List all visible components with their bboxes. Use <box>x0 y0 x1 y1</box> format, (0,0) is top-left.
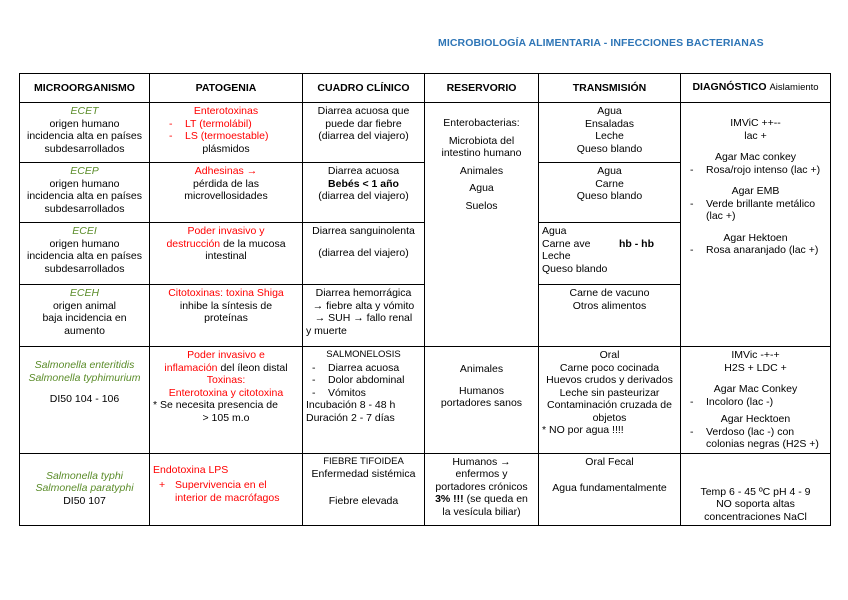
ecep-transmision: Agua Carne Queso blando <box>539 163 681 223</box>
header-cuadro: CUADRO CLÍNICO <box>303 74 425 103</box>
salmonella-diagnostico: IMVic -+-+ H2S + LDC + Agar Mac Conkey - Incoloro (lac -) Agar Hecktoen - Verdoso (lac -) con colonias negras (H2S +) <box>681 347 831 454</box>
ecei-cuadro: Diarrea sanguinolenta (diarrea del viajero) <box>303 223 425 285</box>
ecoli-reservorio: Enterobacterias: Microbiota del intestino humano Animales Agua Suelos <box>425 103 539 347</box>
row-salmonella <box>20 347 831 454</box>
ecoli-diagnostico: IMViC ++-- lac + Agar Mac conkey - Rosa/rojo intenso (lac +) Agar EMB - Verde brillante metálico (lac +) Agar Hektoen - Rosa anaranjado (lac +) <box>681 103 831 347</box>
typhi-diagnostico: Temp 6 - 45 ºC pH 4 - 9 NO soporta altas concentraciones NaCl <box>681 453 831 526</box>
salmonella-patogenia: Poder invasivo e inflamación del íleon distal Toxinas: Enterotoxina y citotoxina * Se necesita presencia de > 105 m.o <box>150 347 303 454</box>
typhi-organism: Salmonella typhi Salmonella paratyphi DI50 107 <box>20 453 150 526</box>
eceh-transmision: Carne de vacuno Otros alimentos <box>539 285 681 347</box>
salmonella-reservorio: Animales Humanos portadores sanos <box>425 347 539 454</box>
typhi-transmision: Oral Fecal Agua fundamentalmente <box>539 453 681 526</box>
ecep-cuadro: Diarrea acuosa Bebés < 1 año (diarrea del viajero) <box>303 163 425 223</box>
typhi-cuadro: FIEBRE TIFOIDEA Enfermedad sistémica Fiebre elevada <box>303 453 425 526</box>
header-transmision: TRANSMISIÓN <box>539 74 681 103</box>
ecet-organism: ECET origen humano incidencia alta en países subdesarrollados <box>20 103 150 163</box>
header-row <box>20 74 831 103</box>
typhi-patogenia: Endotoxina LPS + Supervivencia en el interior de macrófagos <box>150 453 303 526</box>
ecet-transmision: Agua Ensaladas Leche Queso blando <box>539 103 681 163</box>
ecei-transmision: Agua Carne ave hb - hb Leche Queso blando <box>539 223 681 285</box>
eceh-cuadro: Diarrea hemorrágica → fiebre alta y vómito → SUH → fallo renal y muerte <box>303 285 425 347</box>
ecei-organism: ECEI origen humano incidencia alta en países subdesarrollados <box>20 223 150 285</box>
row-typhi <box>20 453 831 526</box>
eceh-patogenia: Citotoxinas: toxina Shiga inhibe la síntesis de proteínas <box>150 285 303 347</box>
salmonella-transmision: Oral Carne poco cocinada Huevos crudos y derivados Leche sin pasteurizar Contaminación cruzada de objetos * NO por agua !!!! <box>539 347 681 454</box>
header-reservorio: RESERVORIO <box>425 74 539 103</box>
ecet-cuadro: Diarrea acuosa que puede dar fiebre (diarrea del viajero) <box>303 103 425 163</box>
infections-table <box>19 73 831 526</box>
page-title: MICROBIOLOGÍA ALIMENTARIA - INFECCIONES BACTERIANAS <box>438 37 764 49</box>
eceh-organism: ECEH origen animal baja incidencia en aumento <box>20 285 150 347</box>
header-diagnostico: DIAGNÓSTICO Aislamiento <box>681 74 831 103</box>
ecet-patogenia: Enterotoxinas - LT (termolábil) - LS (termoestable) plásmidos <box>150 103 303 163</box>
salmonella-cuadro: SALMONELOSIS - Diarrea acuosa - Dolor abdominal - Vómitos Incubación 8 - 48 h Duración 2 - 7 días <box>303 347 425 454</box>
row-ecet <box>20 103 831 163</box>
ecei-patogenia: Poder invasivo y destrucción de la mucosa intestinal <box>150 223 303 285</box>
header-microorganismo: MICROORGANISMO <box>20 74 150 103</box>
salmonella-organism: Salmonella enteritidis Salmonella typhimurium DI50 104 - 106 <box>20 347 150 454</box>
typhi-reservorio: Humanos → enfermos y portadores crónicos 3% !!! (se queda en la vesícula biliar) <box>425 453 539 526</box>
ecep-organism: ECEP origen humano incidencia alta en países subdesarrollados <box>20 163 150 223</box>
header-patogenia: PATOGENIA <box>150 74 303 103</box>
ecep-patogenia: Adhesinas → pérdida de las microvellosidades <box>150 163 303 223</box>
